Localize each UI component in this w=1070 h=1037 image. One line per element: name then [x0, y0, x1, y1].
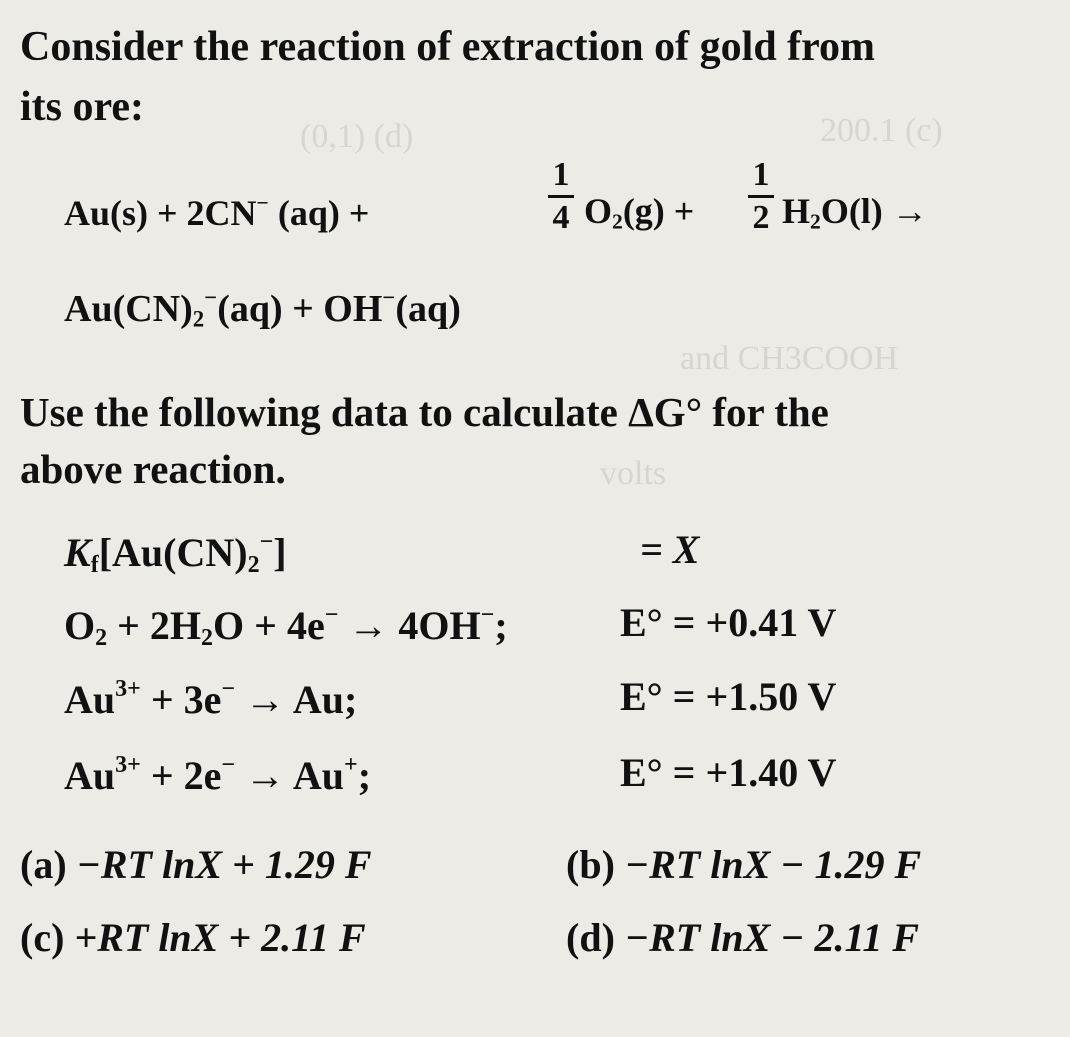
option-b-label: (b): [566, 842, 615, 887]
intro-line-1: Consider the reaction of extraction of gold from: [20, 24, 876, 70]
option-a-text: −RT lnX + 1.29 F: [76, 842, 372, 887]
reactant-cn-state: (aq) +: [268, 193, 370, 234]
data-kf-label: $K_f[Au(CN)_2^-]$: [64, 529, 287, 578]
bleed-through-text: and CH3COOH: [680, 340, 899, 377]
instruction-line-2: above reaction.: [20, 446, 286, 492]
option-c[interactable]: [20, 915, 366, 960]
reaction-products: $Au(CN)_2^-(aq) + OH^-(aq)$: [64, 285, 461, 332]
option-d-label: (d): [566, 915, 615, 960]
data-oxygen-half-reaction: $O_2 + 2H_2O + 4e^- \to 4OH^-$;: [64, 602, 508, 651]
data-gold-2e-potential: E° = +1.40 V: [620, 750, 837, 795]
option-c-text: +RT lnX + 2.11 F: [74, 915, 366, 960]
option-b[interactable]: [566, 842, 922, 887]
data-kf-value: = X: [640, 527, 700, 572]
reaction-arrow: →: [891, 191, 928, 231]
option-a[interactable]: [20, 842, 372, 887]
fraction-one-quarter: 1 4: [548, 158, 574, 235]
data-gold-3e-half-reaction: $Au^{3+} + 3e^- \to Au$;: [64, 676, 358, 722]
bleed-through-text: 200.1 (c): [820, 112, 943, 149]
reactant-water: $H_2O(l)$ →: [782, 191, 928, 234]
reaction-reactants: Au(s) + 2CN− (aq) +: [64, 191, 370, 234]
bleed-through-text: (0,1) (d): [300, 118, 414, 155]
data-oxygen-potential: E° = +0.41 V: [620, 600, 837, 645]
fraction-one-half: 1 2: [748, 158, 774, 235]
option-c-label: (c): [20, 915, 65, 960]
data-gold-2e-half-reaction: $Au^{3+} + 2e^- \to Au^+$;: [64, 752, 372, 798]
option-b-text: −RT lnX − 1.29 F: [624, 842, 922, 887]
data-gold-3e-potential: E° = +1.50 V: [620, 674, 837, 719]
option-a-label: (a): [20, 842, 67, 887]
reactant-au-cn: Au(s) + 2CN: [64, 193, 257, 234]
bleed-through-text: volts: [600, 455, 667, 492]
reactant-oxygen: $O_2(g)$ +: [584, 191, 695, 234]
instruction-line-1: Use the following data to calculate ΔG° for the: [20, 389, 829, 435]
option-d-text: −RT lnX − 2.11 F: [624, 915, 919, 960]
option-d[interactable]: [566, 915, 919, 960]
intro-line-2: its ore:: [20, 84, 145, 130]
